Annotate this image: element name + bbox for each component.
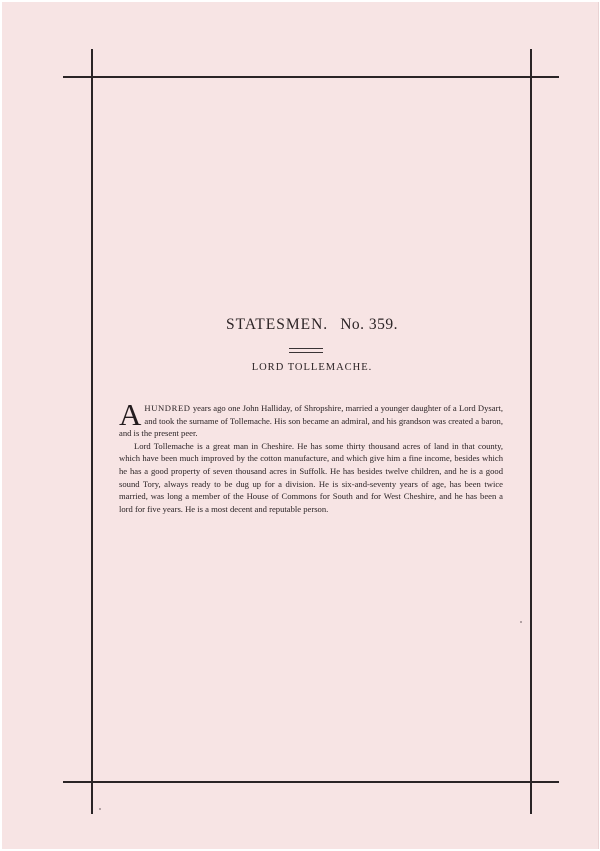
series-number: No. 359. [340,316,399,333]
border-rule-top [63,76,559,78]
paragraph-1-text: years ago one John Halliday, of Shropshire, married a younger daughter of a Lord Dysart, and took the surname of Tollemache. His son became an admiral, and his grandson was created a baron, and is the present peer. [119,403,503,439]
border-rule-bottom [63,781,559,783]
title-divider [289,348,323,353]
article-body [119,397,503,515]
article-subject: LORD TOLLEMACHE. [251,362,373,373]
series-title: STATESMEN. [225,316,329,333]
paragraph-1 [119,397,503,440]
page-sheet [2,2,599,849]
drop-cap: A [119,397,142,432]
paper-speck [99,808,101,810]
border-rule-left [91,49,93,814]
paper-speck [520,621,522,623]
page-title [122,316,502,334]
paragraph-2: Lord Tollemache is a great man in Cheshire. He has some thirty thousand acres of land in that county, which have been much improved by the cotton manufacture, and which give him a fine income, besides which he has a good property of seven thousand acres in Suffolk. He has besides twelve children, and he is a good sound Tory, always ready to be dug up for a division. He is six-and-seventy years of age, has been twice married, was long a member of the House of Commons for South and for West Cheshire, and he has been a lord for five years. He is a most decent and reputable person. [119,440,503,514]
lead-words: HUNDRED [144,403,191,413]
border-rule-right [530,49,532,814]
